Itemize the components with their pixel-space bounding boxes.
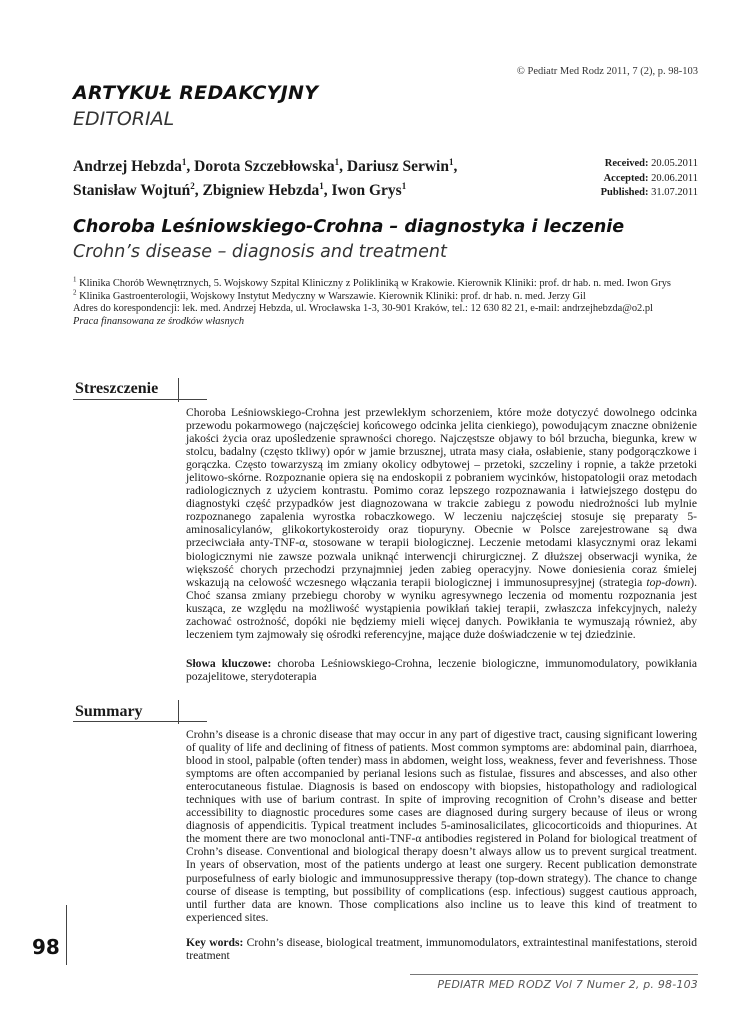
running-footer: PEDIATR MED RODZ Vol 7 Numer 2, p. 98-103 [437, 978, 698, 991]
author-affiliation-mark: 1 [401, 180, 407, 191]
abstract-english: Crohn’s disease is a chronic disease that may occur in any part of digestive tract, causing significant lowering of quality of life and declining of fitness of patients. Most common symptoms are: abdominal pain, diarrhoea, blood in stool, palpable (often tender) mass in abdomen, weight loss, weakness, fever and feverishness. Those symptoms are often accompanied by perianal lesions such as fistulae, fissures and abscesses, and also other enterocutaneous fistulae. Diagnosis is based on endoscopy with biopsies, histopathology and radiological techniques with use of barium contrast. In spite of improving recognition of Crohn’s disease and better accessibility to diagnostic procedures some cases are diagnosed during surgery because of ileus or wrong diagnosis of appendicitis. Typical treatment includes 5-aminosalicilates, glicocorticoids and thiopurines. At the moment there are two monoclonal anti-TNF-α antibodies registered in Poland for biological treatment of Crohn’s disease. Conventional and biological therapy doesn’t always allow us to prevent surgical treatment. In years of observation, most of the patients undergo at least one surgery. Recent publication demonstrate purposefulness of early biologic and immunosuppressive therapy (top-down strategy). The chance to change course of disease is tempting, but possibility of complications (esp. infectious) suggest cautious approach, until further data are known. Those complications also incline us to leave this kind of treatment to experienced sites. [186, 728, 697, 924]
affiliation [73, 288, 703, 304]
received-label: Received: [604, 158, 649, 169]
keywords-text: choroba Leśniowskiego-Crohna, leczenie biologiczne, immunomodulatory, powikłania pozajelitowe, sterydoterapia [186, 657, 697, 684]
keywords-label: Key words: [186, 936, 244, 949]
affiliation-text: Klinika Gastroenterologii, Wojskowy Instytut Medyczny w Warszawie. Kierownik Kliniki: prof. dr hab. n. med. Jerzy Gil [79, 290, 586, 302]
affiliation-text: Klinika Chorób Wewnętrznych, 5. Wojskowy Szpital Kliniczny z Polikliniką w Krakowie. Kierownik Kliniki: prof. dr hab. n. med. Iwon Grys [79, 278, 671, 289]
affiliation-mark: 2 [73, 288, 77, 297]
section-rule-vertical [178, 378, 179, 402]
received-date: 20.05.2011 [651, 158, 698, 169]
author-name: Dariusz Serwin [346, 158, 449, 175]
abstract-text-end: ). Choć szansa zmiany przebiegu choroby w wyniku agresywnego leczenia od momentu rozpoznania jest kusząca, ze względu na możliwość wystąpienia powikłań takiej terapii, zwłaszcza infekcyjnych, należy zachować ostrożność, dopóki nie będziemy mieli więcej danych. Powikłania te wymuszają również, aby leczeniem tym zajmowały się ośrodki referencyjne, mające duże doświadczenie w tej dziedzinie. [186, 575, 697, 641]
section-rule [73, 721, 207, 722]
title-polish: Choroba Leśniowskiego-Crohna – diagnostyka i leczenie [73, 217, 625, 237]
published-date: 31.07.2011 [651, 187, 698, 198]
abstract-polish [186, 406, 697, 641]
author-affiliation-mark: 1 [334, 156, 340, 167]
keywords-english [186, 936, 697, 962]
section-heading-summary: Summary [75, 703, 143, 720]
footer-rule [410, 974, 698, 975]
article-type-pl: ARTYKUŁ REDAKCYJNY [73, 82, 319, 104]
author-affiliation-mark: 1 [181, 156, 187, 167]
author-name: Andrzej Hebzda [73, 158, 182, 175]
author-list: Andrzej Hebzda$^1$, Dorota Szczebłowska$^1$, Dariusz Serwin$^1$, Stanisław Wojtuń$^2$, Zbigniew Hebzda$^1$, Iwon Grys$^1$ [73, 156, 458, 199]
author-affiliation-mark: 1 [448, 156, 454, 167]
publication-dates [601, 157, 698, 201]
accepted-label: Accepted: [603, 172, 649, 184]
page-number: 98 [32, 935, 60, 959]
section-rule-vertical [178, 700, 179, 724]
author-name: Dorota Szczebłowska [194, 158, 335, 175]
page-margin-rule [66, 905, 67, 965]
section-rule [73, 399, 207, 400]
funding-note: Praca finansowana ze środków własnych [73, 315, 245, 327]
keywords-text: Crohn’s disease, biological treatment, immunomodulators, extraintestinal manifestations, steroid treatment [186, 936, 697, 963]
title-english: Crohn’s disease – diagnosis and treatment [73, 242, 447, 262]
affiliation [73, 275, 703, 291]
correspondence-address: Adres do korespondencji: lek. med. Andrzej Hebzda, ul. Wrocławska 1-3, 30-901 Kraków, tel.: 12 630 82 21, e-mail: andrzejhebzda@o2.pl [73, 303, 653, 315]
abstract-text: Choroba Leśniowskiego-Crohna jest przewlekłym schorzeniem, które może dotyczyć dowolnego odcinka przewodu pokarmowego (najczęściej końcowego odcinka jelita cienkiego), powodującym znaczne obniżenie jakości życia oraz upośledzenie sprawności chorego. Najczęstsze objawy to ból brzucha, biegunka, krew w stolcu, badalny (często tkliwy) opór w jamie brzusznej, utrata masy ciała, osłabienie, stany podgorączkowe i gorączka. Często towarzyszą im zmiany okolicy odbytowej – przetoki, szczeliny i ropnie, a także przetoki jelitowo-skórne. Rozpoznanie opiera się na endoskopii z pobraniem wycinków, histopatologii oraz metodach radiologicznych z użyciem kontrastu. Pomimo coraz lepszego rozpoznawania i łatwiejszego dostępu do diagnostyki część przypadków jest diagnozowana w trakcie zabiegu z powodu niedrożności lub mylnie rozpoznanego zapalenia wyrostka robaczkowego. W leczeniu najczęściej stosuje się preparaty 5-aminosalicylanów, glikokortykosteroidy oraz tiopuryny. Obecnie w Polsce zarejestrowane są dwa przeciwciała anty-TNF-α, stosowane w terapii biologicznej. Leczenie metodami klasycznymi oraz lekami biologicznymi nie zawsze pozwala uniknąć interwencji chirurgicznej. Z dłuższej obserwacji wynika, że większość chorych przechodzi przynajmniej jeden zabieg operacyjny. Nowe doniesienia coraz śmielej wskazują na celowość wczesnego włączania terapii biologicznej i immunosupresyjnej (strategia [186, 406, 697, 589]
journal-citation: © Pediatr Med Rodz 2011, 7 (2), p. 98-103 [516, 66, 698, 77]
author-name: Stanisław Wojtuń [73, 182, 191, 199]
published-label: Published: [600, 187, 649, 198]
abstract-italic-term: top-down [646, 575, 691, 589]
section-heading-streszczenie: Streszczenie [75, 380, 159, 397]
author-affiliation-mark: 1 [319, 180, 324, 191]
keywords-label: Słowa kluczowe: [186, 657, 272, 670]
article-type-en: EDITORIAL [73, 108, 175, 130]
affiliations-block [73, 275, 703, 328]
author-name: Zbigniew Hebzda [202, 182, 320, 199]
affiliation-mark: 1 [73, 275, 77, 284]
accepted-date: 20.06.2011 [651, 172, 698, 184]
author-affiliation-mark: 2 [190, 180, 195, 191]
keywords-polish [186, 657, 697, 683]
author-name: Iwon Grys [331, 182, 402, 199]
